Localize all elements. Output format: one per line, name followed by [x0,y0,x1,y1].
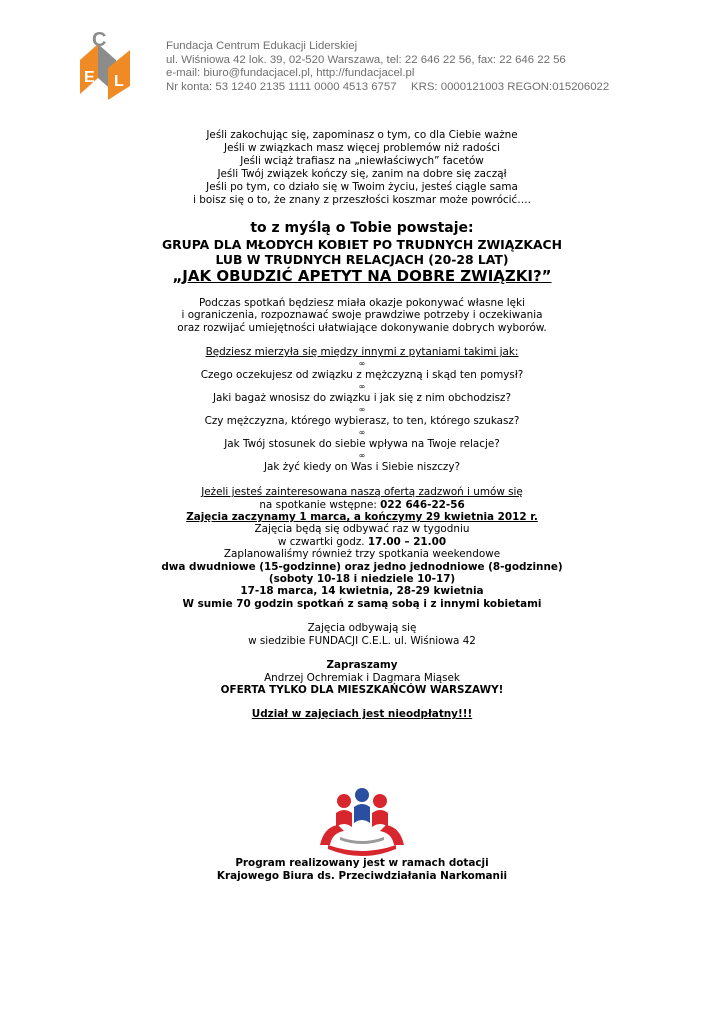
meeting-line [0,499,724,511]
meeting-prefix: na spotkanie wstępne: [259,498,381,511]
intro-block [0,129,724,207]
question-item: Jak żyć kiedy on Was i Siebie niszczy? [263,461,461,474]
questions-block [0,346,724,474]
thursday-prefix: w czwartki godz. [277,535,368,548]
svg-text:E: E [84,69,95,86]
intro-line: Jeśli Twój związek kończy się, zanim na dobre się zaczął [217,168,507,180]
location-line: w siedzibie FUNDACJI C.E.L. ul. Wiśniowa 42 [248,634,476,647]
intro-line: Jeśli po tym, co działo się w Twoim życiu, jesteś ciągle sama [206,181,518,193]
program-title: „JAK OBUDZIĆ APETYT NA DOBRE ZWIĄZKI?” [172,267,552,285]
letterhead [0,0,724,110]
weekly-line: Zajęcia będą się odbywać raz w tygodniu [254,523,470,536]
thursday-time: 17.00 – 21.00 [367,535,447,548]
bullet-icon: ∞ [358,428,366,438]
location-line: Zajęcia odbywają się [307,622,417,635]
bank-account: Nr konta: 53 1240 2135 1111 0000 4513 6757 [166,80,397,93]
kbpn-logo-icon [314,787,410,857]
group-line-2: LUB W TRUDNYCH RELACJACH (20-28 LAT) [215,252,509,267]
funding-line-1: Program realizowany jest w ramach dotacji [235,857,489,869]
total-hours: W sumie 70 godzin spotkań z samą sobą i z innymi kobietami [182,597,542,610]
warsaw-only-notice: OFERTA TYLKO DLA MIESZKAŃCÓW WARSZAWY! [220,683,504,696]
phone-number: 022 646-22-56 [380,498,465,511]
question-item: Czego oczekujesz od związku z mężczyzną i skąd ten pomysł? [200,369,524,382]
weekend-hours: (soboty 10-18 i niedziele 10-17) [268,573,456,586]
org-contact: e-mail: biuro@fundacjacel.pl, http://fundacjacel.pl [166,67,415,79]
description-line: Podczas spotkań będziesz miała okazje pokonywać własne lęki [199,297,525,309]
krs-regon: KRS: 0000121003 REGON:015206022 [411,80,610,93]
group-line-1: GRUPA DLA MŁODYCH KOBIET PO TRUDNYCH ZWIĄZKACH [161,237,563,252]
intro-line: Jeśli wciąż trafiasz na „niewłaściwych” facetów [240,155,484,167]
question-item: Czy mężczyzna, którego wybierasz, to ten, którego szukasz? [204,415,520,428]
invite-text: Zapraszamy [326,659,398,672]
org-address: ul. Wiśniowa 42 lok. 39, 02-520 Warszawa, tel: 22 646 22 56, fax: 22 646 22 56 [166,53,566,66]
free-participation: Udział w zajęciach jest nieodpłatny!!! [251,708,473,721]
flyer-body [0,129,724,721]
question-item: Jaki bagaż wnosisz do związku i jak się z nim obchodzisz? [212,392,512,405]
funding-line-2: Krajowego Biura ds. Przeciwdziałania Narkomanii [216,870,508,882]
intro-line: Jeśli w związkach masz więcej problemów niż radości [224,142,500,154]
weekend-dates: 17-18 marca, 14 kwietnia, 28-29 kwietnia [240,585,484,598]
course-dates: Zajęcia zaczynamy 1 marca, a kończymy 29 kwietnia 2012 r. [186,511,538,524]
intro-line: i boisz się o to, że znany z przeszłości koszmar może powrócić…. [193,194,531,206]
bullet-icon: ∞ [358,382,366,392]
bullet-icon: ∞ [358,359,366,369]
cel-logo-icon [78,30,134,102]
intro-line: Jeśli zakochując się, zapominasz o tym, co dla Ciebie ważne [206,129,518,141]
bullet-icon: ∞ [358,451,366,461]
interest-line: Jeżeli jesteś zainteresowana naszą ofertą zadzwoń i umów się [201,486,523,499]
svg-text:L: L [114,73,124,90]
weekend-intro: Zaplanowaliśmy również trzy spotkania weekendowe [223,548,501,561]
org-name: Fundacja Centrum Edukacji Liderskiej [166,40,358,52]
organizers: Andrzej Ochremiak i Dagmara Miąsek [264,671,460,684]
svg-text:C: C [92,30,107,51]
description-line: oraz rozwijać umiejętności ułatwiające dokonywanie dobrych wyborów. [177,321,547,334]
letterhead-text [166,40,610,94]
bullet-icon: ∞ [358,405,366,415]
thursday-line [0,536,724,548]
description-line: i ograniczenia, rozpoznawać swoje prawdziwe potrzeby i oczekiwania [181,309,543,322]
questions-intro: Będziesz mierzyła się między innymi z pytaniami takimi jak: [205,346,519,359]
funding-note [0,857,724,883]
headline-subtitle: to z myślą o Tobie powstaje: [250,220,474,236]
weekend-types: dwa dwudniowe (15-godzinne) oraz jedno jednodniowe (8-godzinne) [161,560,563,573]
question-item: Jak Twój stosunek do siebie wpływa na Twoje relacje? [224,438,500,451]
